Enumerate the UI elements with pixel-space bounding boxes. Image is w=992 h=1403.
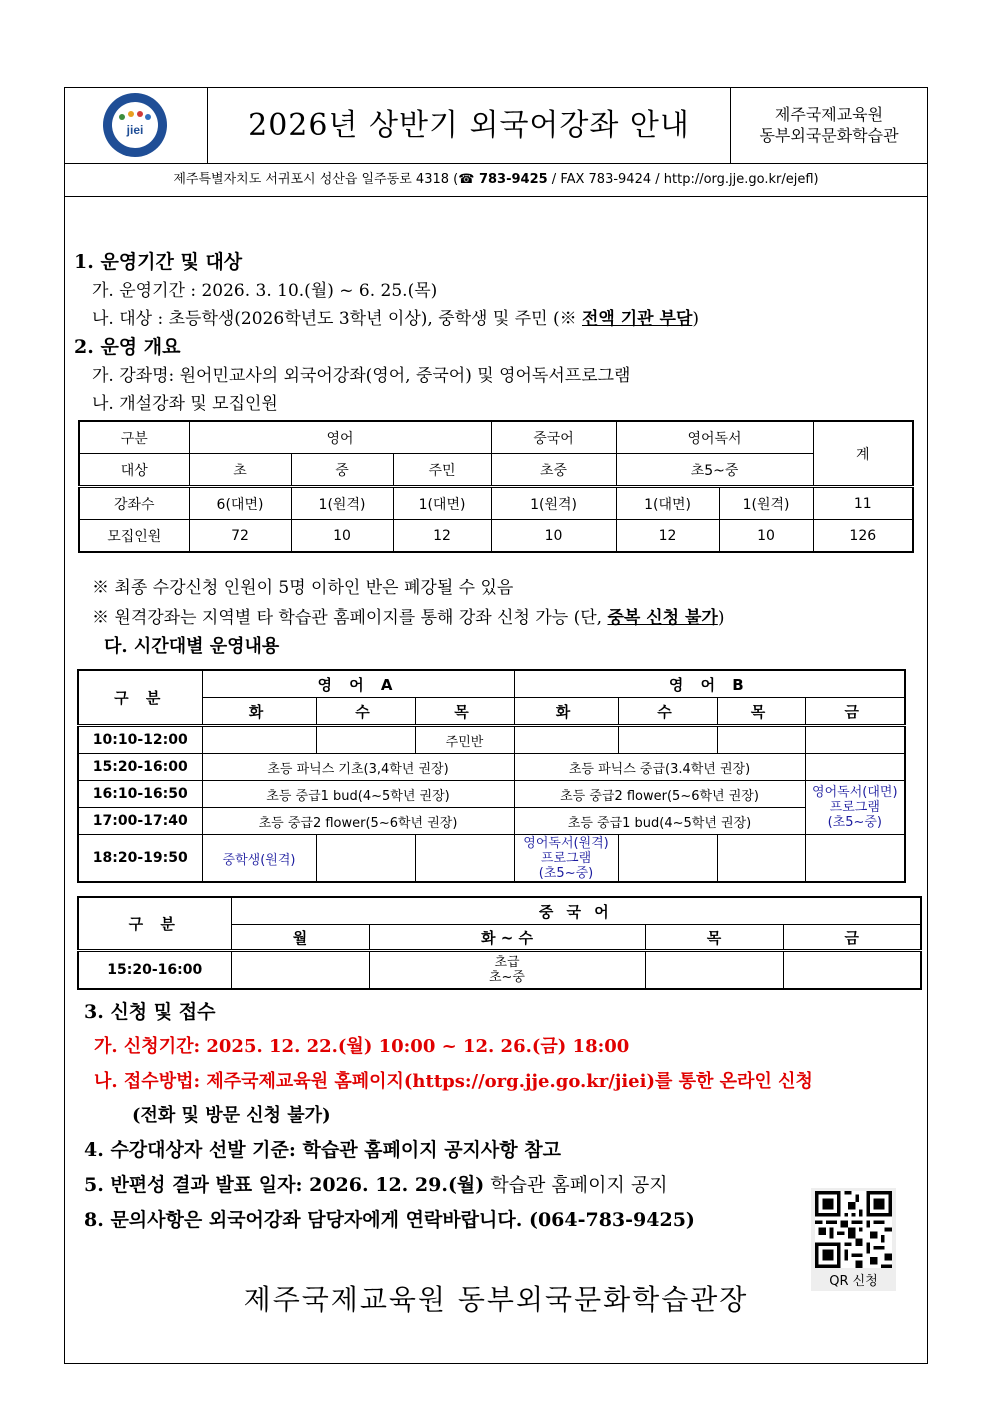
qr-code-icon[interactable] <box>815 1191 892 1268</box>
t1-row-target: 대상 <box>79 454 189 487</box>
t1-target-jumin: 주민 <box>393 454 491 487</box>
t1-recruit-cell: 10 <box>291 520 393 553</box>
t2-time: 17:00-17:40 <box>78 808 202 835</box>
section-3-heading: 3. 신청 및 접수 <box>84 1001 216 1023</box>
t2-cell-empty <box>805 835 905 883</box>
org-line-1: 제주국제교육원 <box>774 105 884 124</box>
phone-number: 783-9425 <box>474 172 548 187</box>
apply-period: 가. 신청기간: 2025. 12. 22.(월) 10:00 ~ 12. 26.(금) 18:00 <box>94 1036 630 1057</box>
t1-count-cell: 1(대면) <box>393 487 491 520</box>
t2-header-engA: 영 어 A <box>202 670 514 698</box>
t1-recruit-cell: 10 <box>719 520 813 553</box>
section-5 <box>84 1170 668 1197</box>
org-line-2: 동부외국문화학습관 <box>759 126 899 145</box>
fax-url: / FAX 783-9424 / http://org.jje.go.kr/ejefl) <box>547 172 819 187</box>
jiei-logo <box>102 92 168 158</box>
t1-recruit-total: 126 <box>813 520 913 553</box>
t2-cell-empty <box>316 726 415 754</box>
t1-recruit-cell: 10 <box>491 520 616 553</box>
t2-reading-offline: 영어독서(대면) 프로그램 (초5~중) <box>805 781 905 835</box>
target-prefix: 나. 대상 : 초등학생(2026학년도 3학년 이상), 중학생 및 주민 (※ <box>92 309 582 329</box>
t1-recruit-cell: 12 <box>616 520 719 553</box>
t2-time: 16:10-16:50 <box>78 781 202 808</box>
t2-phonics-basic: 초등 파닉스 기초(3,4학년 권장) <box>202 754 514 781</box>
section-1-heading: 1. 운영기간 및 대상 <box>74 251 243 273</box>
t2-cell-empty <box>514 726 618 754</box>
t1-header-reading: 영어독서 <box>616 421 813 454</box>
t2-day: 목 <box>717 698 805 726</box>
section-4: 4. 수강대상자 선발 기준: 학습관 홈페이지 공지사항 참고 <box>84 1139 561 1161</box>
t3-cell-empty <box>645 951 783 990</box>
period-text: 가. 운영기간 : 2026. 3. 10.(월) ~ 6. 25.(목) <box>92 281 438 301</box>
t1-recruit-cell: 72 <box>189 520 291 553</box>
t2-cell-empty <box>805 754 905 781</box>
t2-day: 금 <box>805 698 905 726</box>
t1-count-cell: 1(대면) <box>616 487 719 520</box>
t2-mid1-bud-a: 초등 중급1 bud(4~5학년 권장) <box>202 781 514 808</box>
t3-header-gubun: 구 분 <box>78 897 231 951</box>
t1-count-cell: 1(원격) <box>291 487 393 520</box>
t2-cell-empty <box>618 726 717 754</box>
logo-cell <box>65 88 208 163</box>
t1-recruit-cell: 12 <box>393 520 491 553</box>
t1-header-gubun: 구분 <box>79 421 189 454</box>
t3-cell-empty <box>231 951 369 990</box>
note-2-suffix: ) <box>717 608 725 628</box>
signature: 제주국제교육원 동부외국문화학습관장 <box>243 1283 749 1316</box>
note-1: ※ 최종 수강신청 인원이 5명 이하인 반은 폐강될 수 있음 <box>92 578 514 598</box>
t1-count-cell: 6(대면) <box>189 487 291 520</box>
course-count-table <box>78 420 914 553</box>
t2-time: 10:10-12:00 <box>78 726 202 754</box>
t1-target-chojung: 초중 <box>491 454 616 487</box>
t1-count-cell: 1(원격) <box>491 487 616 520</box>
course-name-text: 가. 강좌명: 원어민교사의 외국어강좌(영어, 중국어) 및 영어독서프로그램 <box>92 366 631 386</box>
section-5-rest: 학습관 홈페이지 공지 <box>484 1174 668 1196</box>
t2-cell-empty <box>316 835 415 883</box>
t3-day: 금 <box>783 925 921 951</box>
english-schedule-table <box>77 669 906 883</box>
open-courses-text: 나. 개설강좌 및 모집인원 <box>92 394 278 414</box>
t3-day: 월 <box>231 925 369 951</box>
target-bold: 전액 기관 부담 <box>582 309 693 329</box>
t2-cell-empty <box>202 726 316 754</box>
t3-day: 화 ~ 수 <box>369 925 645 951</box>
t2-day: 수 <box>618 698 717 726</box>
section-2-heading: 2. 운영 개요 <box>74 336 181 358</box>
t2-middle-remote: 중학생(원격) <box>202 835 316 883</box>
t3-cell-empty <box>783 951 921 990</box>
t2-cell-empty <box>717 726 805 754</box>
t2-cell-empty <box>805 726 905 754</box>
phone-icon: ☎ <box>458 172 475 187</box>
t1-target-cho5: 초5~중 <box>616 454 813 487</box>
section-5-bold: 5. 반편성 결과 발표 일자: 2026. 12. 29.(월) <box>84 1174 485 1196</box>
t2-mid2-flower-a: 초등 중급2 flower(5~6학년 권장) <box>202 808 514 835</box>
t2-cell-empty <box>717 835 805 883</box>
t2-mid2-flower-b: 초등 중급2 flower(5~6학년 권장) <box>514 781 805 808</box>
t2-day: 목 <box>415 698 514 726</box>
qr-label: QR 신청 <box>829 1274 878 1289</box>
svg-text:jiei: jiei <box>126 123 144 137</box>
t2-header-engB: 영 어 B <box>514 670 905 698</box>
t2-day: 화 <box>202 698 316 726</box>
t1-target-cho: 초 <box>189 454 291 487</box>
apply-method: 나. 접수방법: 제주국제교육원 홈페이지(https://org.jje.go.kr/jiei)를 통한 온라인 신청 <box>94 1071 813 1092</box>
t2-jumin-class: 주민반 <box>415 726 514 754</box>
t2-time: 15:20-16:00 <box>78 754 202 781</box>
t2-reading-remote: 영어독서(원격) 프로그램 (초5~중) <box>514 835 618 883</box>
target-text <box>92 304 699 329</box>
t2-day: 화 <box>514 698 618 726</box>
schedule-heading: 다. 시간대별 운영내용 <box>104 636 280 657</box>
apply-method-note: (전화 및 방문 신청 불가) <box>132 1105 331 1126</box>
t2-phonics-mid: 초등 파닉스 중급(3.4학년 권장) <box>514 754 805 781</box>
t2-time: 18:20-19:50 <box>78 835 202 883</box>
t1-row-recruit: 모집인원 <box>79 520 189 553</box>
t1-target-jung: 중 <box>291 454 393 487</box>
t2-cell-empty <box>415 835 514 883</box>
t1-header-english: 영어 <box>189 421 491 454</box>
t1-count-total: 11 <box>813 487 913 520</box>
target-suffix: ) <box>692 309 700 329</box>
note-2-bold: 중복 신청 불가 <box>607 608 718 628</box>
org-cell <box>730 88 927 163</box>
t1-count-cell: 1(원격) <box>719 487 813 520</box>
t2-header-gubun: 구 분 <box>78 670 202 726</box>
t2-cell-empty <box>618 835 717 883</box>
address-text: 제주특별자치도 서귀포시 성산읍 일주동로 4318 ( <box>173 172 459 187</box>
page-title: 2026년 상반기 외국어강좌 안내 <box>248 108 690 143</box>
section-8-contact: 8. 문의사항은 외국어강좌 담당자에게 연락바랍니다. (064-783-9425) <box>84 1209 695 1231</box>
header <box>65 88 927 164</box>
note-2-prefix: ※ 원격강좌는 지역별 타 학습관 홈페이지를 통해 강좌 신청 가능 (단, <box>92 608 608 628</box>
t1-header-total: 계 <box>813 421 913 487</box>
chinese-schedule-table <box>77 896 922 990</box>
t3-time: 15:20-16:00 <box>78 951 231 990</box>
t2-day: 수 <box>316 698 415 726</box>
t3-day: 목 <box>645 925 783 951</box>
t1-row-count: 강좌수 <box>79 487 189 520</box>
t1-header-chinese: 중국어 <box>491 421 616 454</box>
note-2 <box>92 603 724 628</box>
t3-header-chinese: 중 국 어 <box>231 897 921 925</box>
qr-code-box[interactable] <box>811 1188 896 1291</box>
address-bar <box>65 163 927 197</box>
t3-class: 초급 초~중 <box>369 951 645 990</box>
t2-mid1-bud-b: 초등 중급1 bud(4~5학년 권장) <box>514 808 805 835</box>
